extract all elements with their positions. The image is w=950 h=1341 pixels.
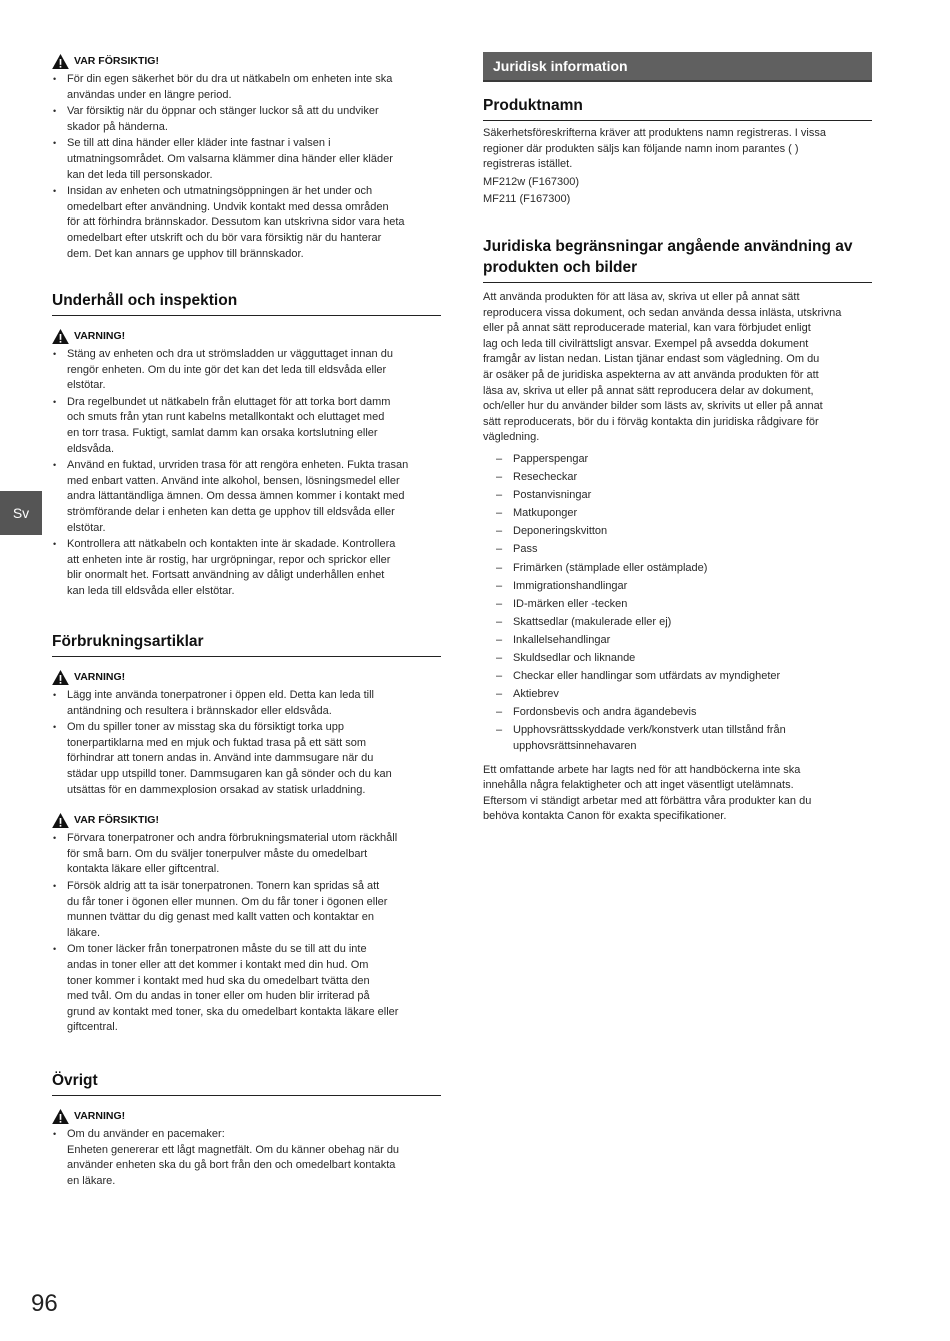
list-item: – ID-märken eller -tecken [483, 597, 872, 613]
right-column [483, 0, 872, 1341]
warning-list [52, 1127, 441, 1189]
list-item: – Pass [483, 542, 872, 558]
warning-triangle-icon [52, 670, 69, 685]
list-item: • Om toner läcker från tonerpatronen måste du se till att du inte andas in toner eller att det kommer i kontakt med din hud. Om toner kommer i kontakt med hud ska du omedelbart tvätta den med tvål. Om du andas in toner eller om huden blir irriterad på grund av kontakt med toner, ska du omedelbart kontakta läkare eller giftcentral. [52, 942, 441, 1036]
left-column [52, 0, 441, 1341]
list-item: • Kontrollera att nätkabeln och kontakten inte är skadade. Kontrollera att enheten inte är rostig, har urgröpningar, repor och sprickor eller blir onormalt het. Fortsatt användning av dåligt underhållen enhet kan leda till eldsvåda eller elstötar. [52, 537, 441, 599]
paragraph: Ett omfattande arbete har lagts ned för att handböckerna inte ska innehålla några felaktigheter och att inget väsentligt utelämnats. Eftersom vi ständigt arbetar med att förbättra våra produkter kan du behöva kontakta Canon för exakta specifikationer. [483, 763, 812, 823]
warning-label [52, 669, 441, 685]
list-item: • Om du använder en pacemaker: Enheten genererar ett lågt magnetfält. Om du känner obehag när du använder enheten ska du gå bort från den och omedelbart kontakta en läkare. [52, 1127, 441, 1189]
list-item: – Skattsedlar (makulerade eller ej) [483, 615, 872, 631]
section-heading: Underhåll och inspektion [52, 291, 441, 316]
list-item: • Lägg inte använda tonerpatroner i öppen eld. Detta kan leda till antändning och resultera i brännskador eller eldsvåda. [52, 688, 441, 719]
paragraph: Säkerhetsföreskrifterna kräver att produktens namn registreras. I vissa regioner där produkten säljs kan följande namn inom parantes ( ) registreras istället. [483, 127, 826, 171]
caution-list [52, 831, 441, 1036]
maintenance-section [52, 291, 441, 601]
list-item: – Skuldsedlar och liknande [483, 651, 872, 667]
list-item: • Var försiktig när du öppnar och stänger luckor så att du undviker skador på händerna. [52, 104, 441, 135]
warning-label [52, 328, 441, 344]
warning-list [52, 347, 441, 600]
warning-triangle-icon [52, 813, 69, 828]
list-item: • Dra regelbundet ut nätkabeln från eluttaget för att torka bort damm och smuts från ytan runt kabelns metallkontakt och eluttaget med en torr trasa. Fuktigt, samlat damm kan orsaka kortslutning eller eldsvåda. [52, 395, 441, 457]
list-item: – Aktiebrev [483, 687, 872, 703]
caution-label [52, 53, 441, 69]
section-title-bar: Juridisk information [483, 52, 872, 82]
list-item: – Postanvisningar [483, 488, 872, 504]
model-name: MF211 (F167300) [483, 193, 571, 206]
warning-label-text: VARNING! [74, 330, 126, 342]
list-item: – Deponeringskvitton [483, 524, 872, 540]
caution-section-device [52, 53, 441, 263]
warning-label [52, 1108, 441, 1124]
caution-label-text: VAR FÖRSIKTIG! [74, 814, 159, 827]
list-item: – Papperspengar [483, 452, 872, 468]
caution-label-text: VAR FÖRSIKTIG! [74, 55, 159, 67]
list-item: • Försök aldrig att ta isär tonerpatronen. Tonern kan spridas så att du får toner i ögonen eller munnen. Om du får toner i ögonen eller munnen tvättar du dig genast med kallt vatten och kontaktar en läkare. [52, 879, 441, 941]
consumables-section [52, 632, 441, 1037]
list-item: • Förvara tonerpatroner och andra förbrukningsmaterial utom räckhåll för små barn. Om du sväljer tonerpulver måste du omedelbart kontakta läkare eller giftcentral. [52, 831, 441, 878]
list-item: – Matkuponger [483, 506, 872, 522]
model-name: MF212w (F167300) [483, 175, 579, 188]
list-item: • Använd en fuktad, urvriden trasa för att rengöra enheten. Fukta trasan med enbart vatten. Använd inte alkohol, bensen, lösningsmedel eller andra lättantändliga ämnen. Om dessa ämnen kommer i kontakt med strömförande delar i enheten kan detta ge upphov till eldsvåda eller elstötar. [52, 458, 441, 536]
list-item: – Inkallelsehandlingar [483, 633, 872, 649]
warning-label-text: VARNING! [74, 671, 126, 683]
list-item: – Resecheckar [483, 470, 872, 486]
list-item: – Fordonsbevis och andra ägandebevis [483, 705, 872, 721]
section-heading: Övrigt [52, 1071, 441, 1096]
section-heading: Förbrukningsartiklar [52, 632, 441, 657]
warning-triangle-icon [52, 1109, 69, 1124]
caution-label [52, 812, 441, 828]
paragraph: Att använda produkten för att läsa av, skriva ut eller på annat sätt reproducera vissa dokument, och sedan använda dessa inlästa, utskrivna eller på annat sätt reproducerade material, kan vara förbjudet enligt lag och leda till civilrättsligt ansvar. Exempel på avsedda dokument framgår av listan nedan. Listan tjänar endast som vägledning. Om du är osäker på de juridiska aspekterna av att använda produkten för att läsa av, skriva ut eller på annat sätt reproducera delar av dokument, och/eller hur du använder bilder som lästs av, skrivits ut eller på annat sätt reproducerats, bör du i förväg kontakta din juridiska rådgivare för vägledning. [483, 291, 842, 444]
list-item: • Stäng av enheten och dra ut strömsladden ur vägguttaget innan du rengör enheten. Om du inte gör det kan det leda till eldsvåda eller elstötar. [52, 347, 441, 394]
legal-info-section [483, 52, 872, 82]
list-item: – Checkar eller handlingar som utfärdats av myndigheter [483, 669, 872, 685]
section-heading: Produktnamn [483, 96, 872, 121]
warning-triangle-icon [52, 329, 69, 344]
list-item: • Se till att dina händer eller kläder inte fastnar i valsen i utmatningsområdet. Om valsarna klämmer dina händer eller kläder kan det leda till personskador. [52, 136, 441, 183]
warning-triangle-icon [52, 54, 69, 69]
list-item: • Om du spiller toner av misstag ska du försiktigt torka upp tonerpartiklarna med en mjuk och fuktad trasa på ett sätt som förhindrar att tonern andas in. Använd inte dammsugare när du städar upp utspilld toner. Dammsugaren kan gå sönder och du kan utsättas för en dammexplosion orsakad av statisk urladdning. [52, 720, 441, 798]
other-section [52, 1071, 441, 1190]
warning-list [52, 688, 441, 798]
list-item: – Upphovsrättsskyddade verk/konstverk utan tillstånd från upphovsrättsinnehavaren [483, 723, 872, 754]
warning-label-text: VARNING! [74, 1110, 126, 1122]
language-tab: Sv [0, 491, 42, 535]
page-number: 96 [31, 1290, 58, 1317]
caution-list [52, 72, 441, 262]
product-name-section [483, 96, 872, 208]
section-heading: Juridiska begränsningar angående användning av produkten och bilder [483, 236, 872, 283]
document-list [483, 452, 872, 755]
list-item: • Insidan av enheten och utmatningsöppningen är het under och omedelbart efter användning. Undvik kontakt med dessa områden för att förhindra brännskador. Dessutom kan utskrivna sidor vara heta omedelbart efter utskrift och du bör vara försiktig när du hanterar dem. Det kan annars ge upphov till brännskador. [52, 184, 441, 262]
list-item: • För din egen säkerhet bör du dra ut nätkabeln om enheten inte ska användas under en längre period. [52, 72, 441, 103]
list-item: – Frimärken (stämplade eller ostämplade) [483, 561, 872, 577]
list-item: – Immigrationshandlingar [483, 579, 872, 595]
legal-restrictions-section [483, 236, 872, 825]
